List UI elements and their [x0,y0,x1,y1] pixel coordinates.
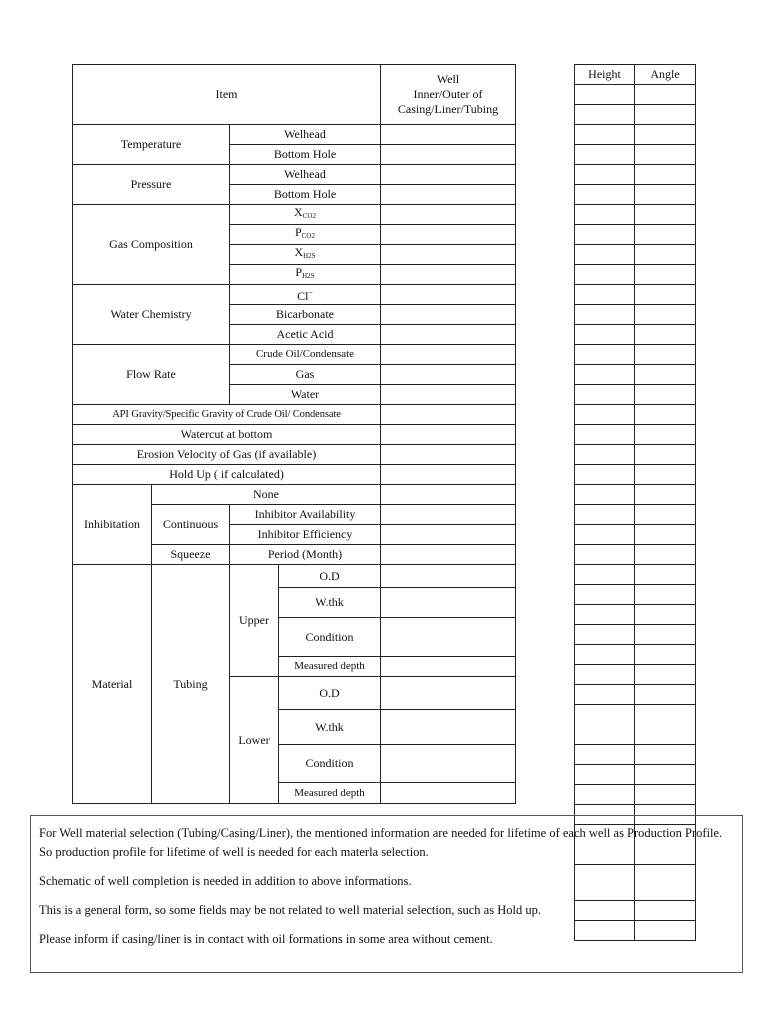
lower-od-value[interactable] [381,677,516,710]
tubing-label: Tubing [152,565,230,804]
inhibitor-efficiency-value[interactable] [381,525,516,545]
height-angle-row [575,625,696,645]
height-angle-row [575,525,696,545]
note-casing-contact: Please inform if casing/liner is in contact with oil formations in some area without cement. [39,932,493,946]
temperature-welhead-value[interactable] [381,125,516,145]
angle-cell[interactable] [635,605,696,625]
angle-cell[interactable] [635,645,696,665]
acetic-acid-label: Acetic Acid [230,325,381,345]
height-cell[interactable] [575,565,635,585]
gas-flow-value[interactable] [381,365,516,385]
angle-cell[interactable] [635,185,696,205]
height-angle-row [575,345,696,365]
well-header-line3: Casing/Liner/Tubing [397,102,499,116]
height-cell[interactable] [575,685,635,705]
height-cell[interactable] [575,185,635,205]
erosion-velocity-label: Erosion Velocity of Gas (if available) [73,445,381,465]
height-cell[interactable] [575,605,635,625]
height-cell[interactable] [575,485,635,505]
height-cell[interactable] [575,525,635,545]
height-angle-row [575,225,696,245]
upper-label: Upper [230,565,279,677]
angle-cell[interactable] [635,145,696,165]
height-angle-row [575,505,696,525]
lower-wthk-label: W.thk [279,710,381,745]
height-angle-row [575,605,696,625]
height-angle-row [575,285,696,305]
well-header [381,65,516,125]
height-angle-row [575,785,696,805]
height-angle-row [575,305,696,325]
angle-cell[interactable] [635,285,696,305]
x-co2-label: $X_{CO2}$ [230,205,381,225]
temperature-welhead: Welhead [230,125,381,145]
angle-cell[interactable] [635,305,696,325]
height-angle-row [575,425,696,445]
angle-cell[interactable] [635,465,696,485]
height-header: Height [575,65,635,85]
height-angle-row [575,765,696,785]
height-cell[interactable] [575,365,635,385]
height-angle-row [575,185,696,205]
height-angle-row [575,265,696,285]
inhibitor-availability-label: Inhibitor Availability [230,505,381,525]
upper-od-value[interactable] [381,565,516,588]
flow-rate-label: Flow Rate [73,345,230,405]
height-angle-row [575,385,696,405]
angle-cell[interactable] [635,525,696,545]
angle-cell[interactable] [635,545,696,565]
height-cell[interactable] [575,705,635,745]
angle-cell[interactable] [635,685,696,705]
notes-box [30,815,743,973]
angle-header: Angle [635,65,696,85]
angle-cell[interactable] [635,445,696,465]
note-production-profile: For Well material selection (Tubing/Casing/Liner), the mentioned information are needed for lifetime of each well as Production Profile. So production profile for lifetime of well is needed for each materla selection. [39,826,723,859]
hold-up-label: Hold Up ( if calculated) [73,465,381,485]
height-cell[interactable] [575,245,635,265]
bicarbonate-label: Bicarbonate [230,305,381,325]
height-angle-row [575,685,696,705]
gas-composition-label: Gas Composition [73,205,230,285]
lower-measured-depth-label: Measured depth [279,783,381,804]
height-cell[interactable] [575,585,635,605]
pressure-bottom-hole-value[interactable] [381,185,516,205]
angle-cell[interactable] [635,665,696,685]
angle-cell[interactable] [635,325,696,345]
inhibitor-none-label: None [152,485,381,505]
height-cell[interactable] [575,345,635,365]
x-h2s-label: $X_{H2S}$ [230,245,381,265]
angle-cell[interactable] [635,785,696,805]
height-cell[interactable] [575,625,635,645]
height-cell[interactable] [575,545,635,565]
crude-oil-label: Crude Oil/Condensate [230,345,381,365]
lower-condition-label: Condition [279,745,381,783]
height-angle-row [575,245,696,265]
upper-condition-value[interactable] [381,618,516,657]
height-angle-row [575,85,696,105]
gas-flow-label: Gas [230,365,381,385]
lower-measured-depth-value[interactable] [381,783,516,804]
angle-cell[interactable] [635,165,696,185]
note-schematic: Schematic of well completion is needed in addition to above informations. [39,874,412,888]
height-angle-row [575,485,696,505]
well-data-table [72,64,516,804]
continuous-label: Continuous [152,505,230,545]
watercut-value[interactable] [381,425,516,445]
squeeze-label: Squeeze [152,545,230,565]
inhibitation-label: Inhibitation [73,485,152,565]
inhibitor-none-value[interactable] [381,485,516,505]
height-angle-row [575,205,696,225]
upper-od-label: O.D [279,565,381,588]
lower-label: Lower [230,677,279,804]
upper-wthk-value[interactable] [381,588,516,618]
lower-od-label: O.D [279,677,381,710]
height-cell[interactable] [575,265,635,285]
angle-cell[interactable] [635,765,696,785]
crude-oil-value[interactable] [381,345,516,365]
angle-cell[interactable] [635,365,696,385]
temperature-label: Temperature [73,125,230,165]
angle-cell[interactable] [635,405,696,425]
angle-cell[interactable] [635,245,696,265]
height-cell[interactable] [575,445,635,465]
well-header-line2: Inner/Outer of [413,87,483,101]
height-cell[interactable] [575,205,635,225]
p-co2-label: $P_{CO2}$ [230,225,381,245]
height-angle-row [575,445,696,465]
height-cell[interactable] [575,105,635,125]
height-cell[interactable] [575,145,635,165]
angle-cell[interactable] [635,225,696,245]
angle-cell[interactable] [635,265,696,285]
height-angle-row [575,545,696,565]
bicarbonate-value[interactable] [381,305,516,325]
height-angle-row [575,465,696,485]
height-angle-row [575,745,696,765]
squeeze-period-value[interactable] [381,545,516,565]
height-cell[interactable] [575,765,635,785]
angle-cell[interactable] [635,425,696,445]
angle-cell[interactable] [635,485,696,505]
angle-cell[interactable] [635,705,696,745]
temperature-bottom-hole-value[interactable] [381,145,516,165]
upper-measured-depth-value[interactable] [381,657,516,677]
height-angle-row [575,165,696,185]
height-cell[interactable] [575,425,635,445]
angle-cell[interactable] [635,385,696,405]
upper-condition-label: Condition [279,618,381,657]
pressure-label: Pressure [73,165,230,205]
x-co2-value[interactable] [381,205,516,225]
angle-cell[interactable] [635,585,696,605]
height-angle-row [575,585,696,605]
upper-wthk-label: W.thk [279,588,381,618]
height-angle-row [575,105,696,125]
height-cell[interactable] [575,465,635,485]
height-cell[interactable] [575,405,635,425]
inhibitor-availability-value[interactable] [381,505,516,525]
angle-cell[interactable] [635,105,696,125]
chloride-label: Cl− [230,285,381,305]
lower-condition-value[interactable] [381,745,516,783]
pressure-bottom-hole: Bottom Hole [230,185,381,205]
height-angle-table [574,64,696,941]
height-cell[interactable] [575,745,635,765]
height-angle-row [575,405,696,425]
api-gravity-value[interactable] [381,405,516,425]
water-flow-label: Water [230,385,381,405]
erosion-velocity-value[interactable] [381,445,516,465]
chloride-value[interactable] [381,285,516,305]
api-gravity-label: API Gravity/Specific Gravity of Crude Oil/ Condensate [73,405,381,425]
height-cell[interactable] [575,665,635,685]
p-h2s-label: $P_{H2S}$ [230,265,381,285]
height-cell[interactable] [575,305,635,325]
angle-cell[interactable] [635,345,696,365]
x-h2s-value[interactable] [381,245,516,265]
height-cell[interactable] [575,125,635,145]
p-co2-value[interactable] [381,225,516,245]
upper-measured-depth-label: Measured depth [279,657,381,677]
height-angle-row [575,645,696,665]
water-chemistry-label: Water Chemistry [73,285,230,345]
height-angle-row [575,325,696,345]
angle-cell[interactable] [635,505,696,525]
temperature-bottom-hole: Bottom Hole [230,145,381,165]
angle-cell[interactable] [635,125,696,145]
height-cell[interactable] [575,165,635,185]
height-cell[interactable] [575,645,635,665]
well-header-line1: Well [436,72,460,86]
p-h2s-value[interactable] [381,265,516,285]
height-cell[interactable] [575,225,635,245]
height-angle-row [575,145,696,165]
squeeze-period-label: Period (Month) [230,545,381,565]
inhibitor-efficiency-label: Inhibitor Efficiency [230,525,381,545]
height-cell[interactable] [575,385,635,405]
height-cell[interactable] [575,785,635,805]
angle-cell[interactable] [635,565,696,585]
pressure-welhead-value[interactable] [381,165,516,185]
height-angle-row [575,125,696,145]
lower-wthk-value[interactable] [381,710,516,745]
angle-cell[interactable] [635,745,696,765]
acetic-acid-value[interactable] [381,325,516,345]
height-cell[interactable] [575,85,635,105]
hold-up-value[interactable] [381,465,516,485]
angle-cell[interactable] [635,85,696,105]
height-angle-row [575,565,696,585]
height-angle-row [575,665,696,685]
angle-cell[interactable] [635,205,696,225]
height-cell[interactable] [575,505,635,525]
material-label: Material [73,565,152,804]
water-flow-value[interactable] [381,385,516,405]
pressure-welhead: Welhead [230,165,381,185]
height-cell[interactable] [575,285,635,305]
watercut-label: Watercut at bottom [73,425,381,445]
height-angle-row [575,365,696,385]
height-angle-row [575,705,696,745]
item-header: Item [73,65,381,125]
height-cell[interactable] [575,325,635,345]
angle-cell[interactable] [635,625,696,645]
note-general-form: This is a general form, so some fields may be not related to well material selection, such as Hold up. [39,903,541,917]
